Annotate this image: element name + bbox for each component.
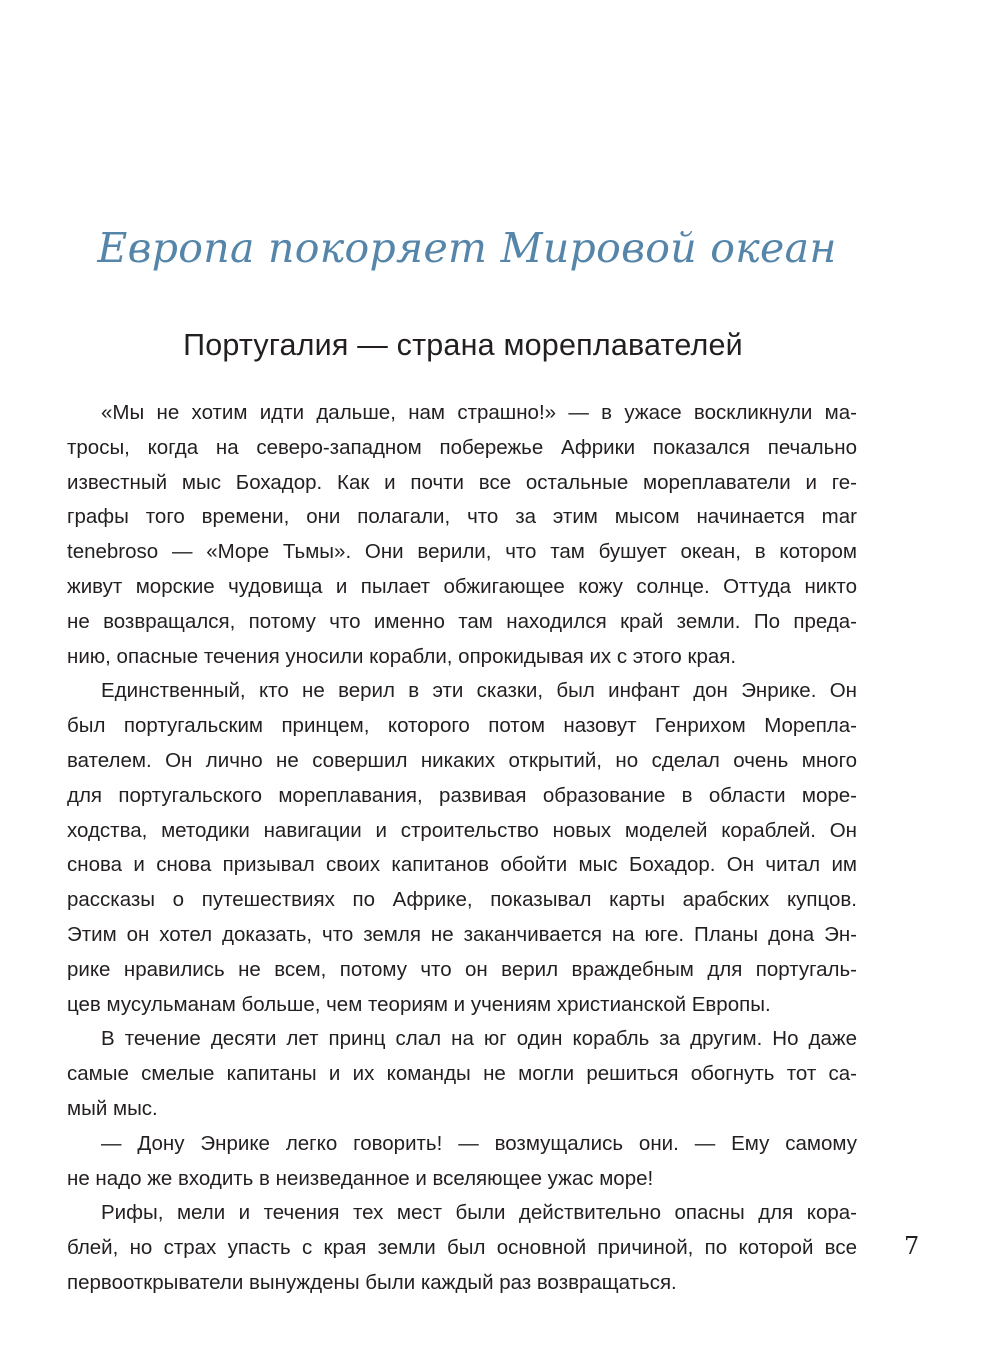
- text-line: вателем. Он лично не совершил никаких открытий, но сделал очень много: [67, 748, 857, 772]
- text-line: В течение десяти лет принц слал на юг один корабль за другим. Но даже: [101, 1027, 857, 1051]
- text-line: известный мыс Бохадор. Как и почти все остальные мореплаватели и ге-: [67, 470, 857, 494]
- paragraph-4: [67, 1127, 857, 1197]
- text-line: Единственный, кто не верил в эти сказки, был инфант дон Энрике. Он: [101, 679, 857, 703]
- text-line: мый мыс.: [67, 1096, 158, 1120]
- text-line: рассказы о путешествиях по Африке, показывал карты арабских купцов.: [67, 888, 857, 912]
- text-line: не надо же входить в неизведанное и вселяющее ужас море!: [67, 1166, 654, 1190]
- page-number: 7: [904, 1232, 920, 1260]
- text-line: блей, но страх упасть с края земли был основной причиной, по которой все: [67, 1236, 857, 1260]
- text-line: не возвращался, потому что именно там находился край земли. По преда-: [67, 609, 857, 633]
- text-line: Рифы, мели и течения тех мест были действительно опасны для кора-: [101, 1201, 857, 1225]
- text-line: первооткрыватели вынуждены были каждый раз возвращаться.: [67, 1270, 677, 1294]
- section-title: Португалия — страна мореплавателей: [183, 328, 743, 362]
- paragraph-1: [67, 396, 857, 674]
- text-line: снова и снова призывал своих капитанов обойти мыс Бохадор. Он читал им: [67, 853, 857, 877]
- text-line: — Дону Энрике легко говорить! — возмущались они. — Ему самому: [101, 1131, 857, 1155]
- paragraph-3: [67, 1022, 857, 1126]
- text-line: цев мусульманам больше, чем теориям и учениям христианской Европы.: [67, 992, 771, 1016]
- text-line: нию, опасные течения уносили корабли, опрокидывая их с этого края.: [67, 644, 737, 668]
- paragraph-5: [67, 1196, 857, 1300]
- body-text: [67, 396, 857, 1301]
- text-line: графы того времени, они полагали, что за этим мысом начинается mar: [67, 505, 857, 529]
- paragraph-2: [67, 674, 857, 1022]
- text-line: для португальского мореплавания, развивая образование в области море-: [67, 783, 857, 807]
- text-line: Этим он хотел доказать, что земля не заканчивается на юге. Планы дона Эн-: [67, 922, 857, 946]
- text-line: тросы, когда на северо-западном побережье Африки показался печально: [67, 435, 857, 459]
- text-line: tenebroso — «Море Тьмы». Они верили, что там бушует океан, в котором: [67, 540, 857, 564]
- chapter-title: Европа покоряет Мировой океан: [97, 224, 837, 272]
- text-line: был португальским принцем, которого потом назовут Генрихом Морепла-: [67, 714, 857, 738]
- text-line: живут морские чудовища и пылает обжигающее кожу солнце. Оттуда никто: [67, 574, 857, 598]
- text-line: самые смелые капитаны и их команды не могли решиться обогнуть тот са-: [67, 1062, 857, 1086]
- text-line: рике нравились не всем, потому что он верил враждебным для португаль-: [67, 957, 857, 981]
- text-line: «Мы не хотим идти дальше, нам страшно!» — в ужасе воскликнули ма-: [101, 401, 857, 424]
- text-line: ходства, методики навигации и строительство новых моделей кораблей. Он: [67, 818, 857, 842]
